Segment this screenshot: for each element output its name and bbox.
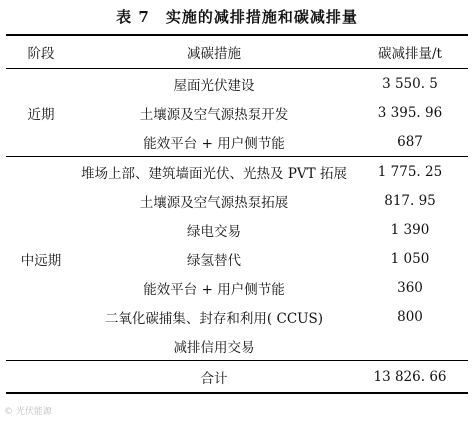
total-label: 合计 (76, 361, 352, 394)
measure-cell: 土壤源及空气源热泵开发 (139, 106, 289, 123)
table-row (6, 127, 468, 157)
measure-cell: 能效平台 + 用户侧节能 (143, 281, 285, 298)
measure-cell: 屋面光伏建设 (173, 77, 255, 94)
total-row (6, 361, 468, 394)
stage-cell-mid-long: 中远期 (6, 157, 76, 361)
table-row (6, 273, 468, 302)
measure-cell: 能效平台 + 用户侧节能 (143, 135, 285, 152)
table-row (6, 157, 468, 187)
table-row (6, 186, 468, 215)
amount-cell: 1 390 (390, 221, 430, 238)
amount-cell: 800 (397, 308, 423, 325)
measure-cell: 减排信用交易 (173, 339, 255, 356)
amount-cell: 817. 95 (384, 192, 436, 209)
emission-reduction-table (6, 34, 468, 394)
measure-cell: 土壤源及空气源热泵拓展 (139, 194, 289, 211)
table-row (6, 331, 468, 361)
header-measure: 减碳措施 (76, 35, 352, 69)
measure-cell: 堆场上部、建筑墙面光伏、光热及 PVT 拓展 (76, 157, 352, 187)
watermark: © 光伏能源 (4, 407, 52, 417)
amount-cell: 1 050 (390, 250, 430, 267)
header-stage: 阶段 (6, 35, 76, 69)
total-amount: 13 826. 66 (352, 361, 468, 394)
amount-cell: 687 (397, 133, 423, 150)
amount-cell (352, 331, 468, 361)
measure-cell: 二氧化碳捕集、封存和利用( CCUS) (104, 310, 324, 327)
table-row (6, 215, 468, 244)
stage-cell-near: 近期 (27, 106, 55, 123)
table-row (6, 69, 468, 99)
table-title: 表 7 实施的减排措施和碳减排量 (116, 8, 358, 26)
header-amount: 碳减排量/t (352, 35, 468, 69)
measure-cell: 绿电交易 (187, 223, 241, 240)
amount-cell: 3 395. 96 (377, 104, 443, 121)
table-row (6, 244, 468, 273)
header-row (6, 35, 468, 69)
table-row (6, 98, 468, 127)
amount-cell: 360 (397, 279, 423, 296)
measure-cell: 绿氢替代 (187, 252, 241, 269)
total-stage-cell (6, 361, 76, 394)
amount-cell: 3 550. 5 (382, 75, 438, 92)
amount-cell: 1 775. 25 (352, 157, 468, 187)
table-row (6, 302, 468, 331)
